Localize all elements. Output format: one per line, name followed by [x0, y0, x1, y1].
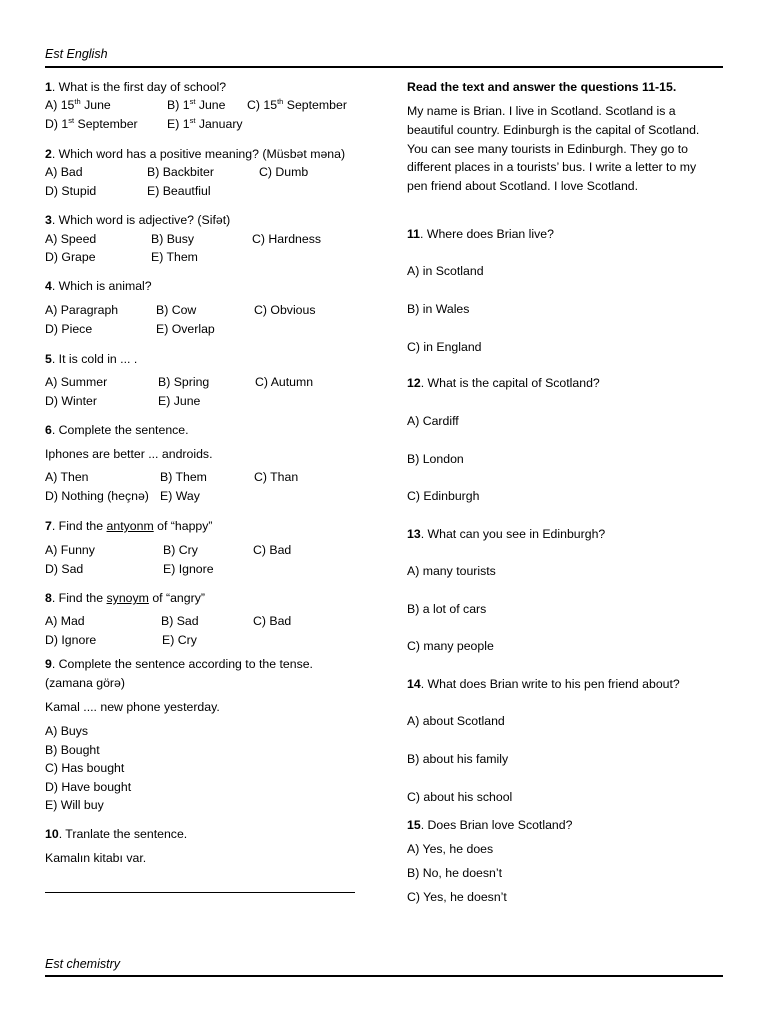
- q4-option-d: D) Piece: [45, 322, 93, 336]
- q5-option-a: A) Summer: [45, 375, 108, 389]
- q2-option-b: B) Backbiter: [147, 165, 214, 179]
- q8-option-a: A) Mad: [45, 614, 85, 628]
- q9-sentence: Kamal .... new phone yesterday.: [45, 700, 220, 714]
- question-11: 11. Where does Brian live?: [407, 227, 554, 241]
- q9-note: (zamana görə): [45, 676, 125, 690]
- q9-option-a: A) Buys: [45, 724, 89, 738]
- q6-option-e: E) Way: [160, 489, 200, 503]
- q5-option-c: C) Autumn: [255, 375, 314, 389]
- q11-option-a: A) in Scotland: [407, 264, 484, 278]
- question-10: 10. Tranlate the sentence.: [45, 827, 188, 841]
- q11-option-b: B) in Wales: [407, 302, 470, 316]
- q2-option-d: D) Stupid: [45, 184, 97, 198]
- q4-option-a: A) Paragraph: [45, 303, 119, 317]
- q14-option-a: A) about Scotland: [407, 714, 505, 728]
- question-3: 3. Which word is adjective? (Sifət): [45, 213, 231, 227]
- q2-option-c: C) Dumb: [259, 165, 309, 179]
- q1-option-b: B) 1st June: [167, 96, 226, 112]
- q2-option-a: A) Bad: [45, 165, 83, 179]
- q3-option-c: C) Hardness: [252, 232, 322, 246]
- question-7: 7. Find the antyonm of “happy”: [45, 519, 213, 533]
- q2-option-e: E) Beautfiul: [147, 184, 211, 198]
- q4-option-b: B) Cow: [156, 303, 197, 317]
- q6-sentence: Iphones are better ... androids.: [45, 447, 213, 461]
- q13-option-b: B) a lot of cars: [407, 602, 487, 616]
- q7-option-a: A) Funny: [45, 543, 95, 557]
- q7-option-b: B) Cry: [163, 543, 198, 557]
- q8-option-c: C) Bad: [253, 614, 292, 628]
- question-5: 5. It is cold in ... .: [45, 352, 138, 366]
- q3-option-b: B) Busy: [151, 232, 195, 246]
- q8-keyword: synoym: [106, 591, 149, 605]
- q7-option-c: C) Bad: [253, 543, 292, 557]
- q5-option-e: E) June: [158, 394, 201, 408]
- question-12: 12. What is the capital of Scotland?: [407, 376, 600, 390]
- q3-option-a: A) Speed: [45, 232, 97, 246]
- q5-option-b: B) Spring: [158, 375, 210, 389]
- q1-option-d: D) 1st September: [45, 115, 138, 131]
- q1-option-a: A) 15th June: [45, 96, 111, 112]
- q7-keyword: antyonm: [106, 519, 154, 533]
- q9-option-e: E) Will buy: [45, 798, 104, 812]
- question-13: 13. What can you see in Edinburgh?: [407, 527, 606, 541]
- q10-sentence: Kamalın kitabı var.: [45, 851, 147, 865]
- q4-option-c: C) Obvious: [254, 303, 316, 317]
- reading-passage: My name is Brian. I live in Scotland. Scotland is a beautiful country. Edinburgh is the capital of Scotland. You can see many tourists in Edinburgh. They go to different places in a tourists’ bus. I write a letter to my pen friend about Scotland. I love Scotland.: [407, 104, 700, 194]
- q12-option-c: C) Edinburgh: [407, 489, 480, 503]
- q13-option-a: A) many tourists: [407, 564, 496, 578]
- question-4: 4. Which is animal?: [45, 279, 152, 293]
- reading-instruction: Read the text and answer the questions 11-15.: [407, 80, 677, 94]
- question-9: 9. Complete the sentence according to the tense.: [45, 657, 313, 671]
- q12-option-a: A) Cardiff: [407, 414, 459, 428]
- q7-option-e: E) Ignore: [163, 562, 214, 576]
- q9-option-d: D) Have bought: [45, 780, 132, 794]
- question-2: 2. Which word has a positive meaning? (Müsbət məna): [45, 147, 346, 161]
- section-footer-title: Est chemistry: [45, 957, 121, 971]
- question-15: 15. Does Brian love Scotland?: [407, 818, 573, 832]
- q6-option-a: A) Then: [45, 470, 89, 484]
- q3-option-d: D) Grape: [45, 250, 96, 264]
- q12-option-b: B) London: [407, 452, 464, 466]
- q1-option-e: E) 1st January: [167, 115, 243, 131]
- q7-option-d: D) Sad: [45, 562, 84, 576]
- question-6: 6. Complete the sentence.: [45, 423, 189, 437]
- q5-option-d: D) Winter: [45, 394, 97, 408]
- q6-option-b: B) Them: [160, 470, 207, 484]
- q1-option-c: C) 15th September: [247, 96, 347, 112]
- q6-option-d: D) Nothing (heçnə): [45, 489, 149, 503]
- q14-option-b: B) about his family: [407, 752, 509, 766]
- page-header-title: Est English: [45, 47, 108, 61]
- question-8: 8. Find the synoym of “angry”: [45, 591, 205, 605]
- question-1: 1. What is the first day of school?: [45, 80, 227, 94]
- q6-option-c: C) Than: [254, 470, 299, 484]
- header-rule: [45, 66, 723, 68]
- q14-option-c: C) about his school: [407, 790, 513, 804]
- q11-option-c: C) in England: [407, 340, 482, 354]
- q8-option-d: D) Ignore: [45, 633, 97, 647]
- question-14: 14. What does Brian write to his pen friend about?: [407, 677, 680, 691]
- footer-rule: [45, 975, 723, 977]
- q8-option-e: E) Cry: [162, 633, 197, 647]
- q13-option-c: C) many people: [407, 639, 494, 653]
- q15-option-a: A) Yes, he does: [407, 842, 494, 856]
- q9-option-c: C) Has bought: [45, 761, 125, 775]
- q9-option-b: B) Bought: [45, 743, 100, 757]
- q15-option-c: C) Yes, he doesn’t: [407, 890, 507, 904]
- q8-option-b: B) Sad: [161, 614, 199, 628]
- q15-option-b: B) No, he doesn’t: [407, 866, 503, 880]
- q10-answer-line: [45, 892, 355, 893]
- q4-option-e: E) Overlap: [156, 322, 215, 336]
- q3-option-e: E) Them: [151, 250, 198, 264]
